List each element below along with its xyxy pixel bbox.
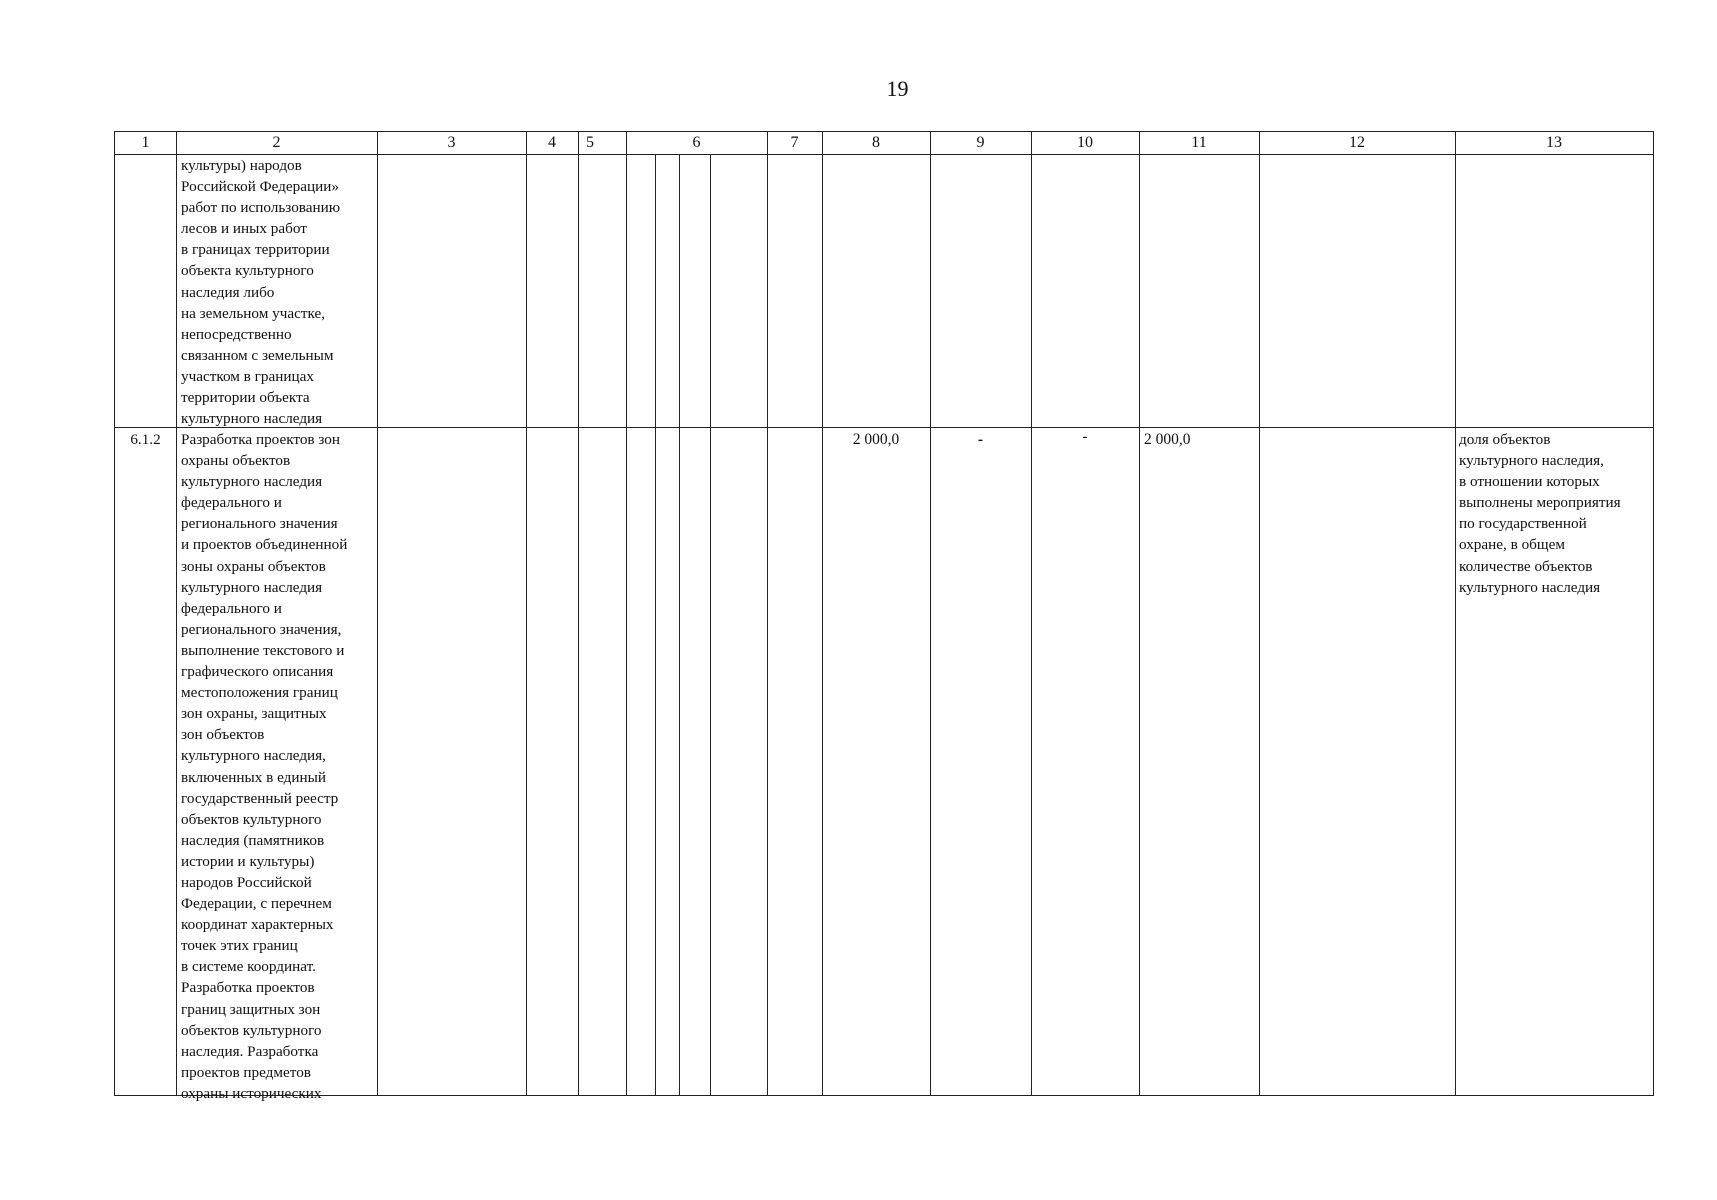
row-value-col11: 2 000,0: [1144, 431, 1191, 448]
header-col-6: 6: [692, 134, 701, 151]
row-value-col9: -: [977, 431, 984, 448]
header-col-13: 13: [1546, 134, 1562, 151]
col-divider: [1455, 132, 1456, 1095]
header-col-5: 5: [586, 134, 594, 151]
col-divider: [377, 132, 378, 1095]
header-col-1: 1: [141, 134, 150, 151]
header-col-4: 4: [548, 134, 556, 151]
header-col-8: 8: [872, 134, 880, 151]
col-divider: [526, 132, 527, 1095]
col6-subdivider: [655, 154, 656, 1095]
header-col-7: 7: [790, 134, 799, 151]
row-description: Разработка проектов зон охраны объектов культурного наследия федерального и регионального значения и проектов объединенной зоны охраны объектов культурного наследия федерального и регионального значения, выполнение текстового и графического описания местоположения границ зон охраны, защитных зон объектов культурного наследия, включенных в единый государственный реестр объектов культурного наследия (памятников истории и культуры) народов Российской Федерации, с перечнем координат характерных точек этих границ в системе координат. Разработка проектов границ защитных зон объектов культурного наследия. Разработка проектов предметов охраны исторических: [181, 431, 348, 1102]
header-col-10: 10: [1077, 134, 1093, 151]
col-divider: [1139, 132, 1140, 1095]
col6-subdivider: [679, 154, 680, 1095]
row-value-col10: -: [1082, 428, 1088, 445]
col-divider: [1259, 132, 1260, 1095]
row-value-col8: 2 000,0: [852, 431, 900, 448]
header-col-2: 2: [272, 134, 281, 151]
col-divider: [626, 132, 627, 1095]
header-col-12: 12: [1349, 134, 1365, 151]
page-number: 19: [886, 76, 909, 101]
col-divider: [176, 132, 177, 1095]
col-divider: [578, 132, 579, 1095]
row-indicator: доля объектов культурного наследия, в отношении которых выполнены мероприятия по государственной охране, в общем количестве объектов культурного наследия: [1459, 431, 1621, 596]
header-col-9: 9: [976, 134, 985, 151]
col-divider: [930, 132, 931, 1095]
header-col-11: 11: [1191, 134, 1207, 151]
col6-subdivider: [710, 154, 711, 1095]
col-divider: [1031, 132, 1032, 1095]
row-number: 6.1.2: [130, 431, 161, 448]
header-col-3: 3: [447, 134, 456, 151]
col-divider: [767, 132, 768, 1095]
continuation-row-description: культуры) народов Российской Федерации» работ по использованию лесов и иных работ в границах территории объекта культурного наследия либо на земельном участке, непосредственно связанном с земельным участком в границах территории объекта культурного наследия: [181, 157, 341, 428]
col-divider: [822, 132, 823, 1095]
data-table: [114, 131, 1654, 1102]
